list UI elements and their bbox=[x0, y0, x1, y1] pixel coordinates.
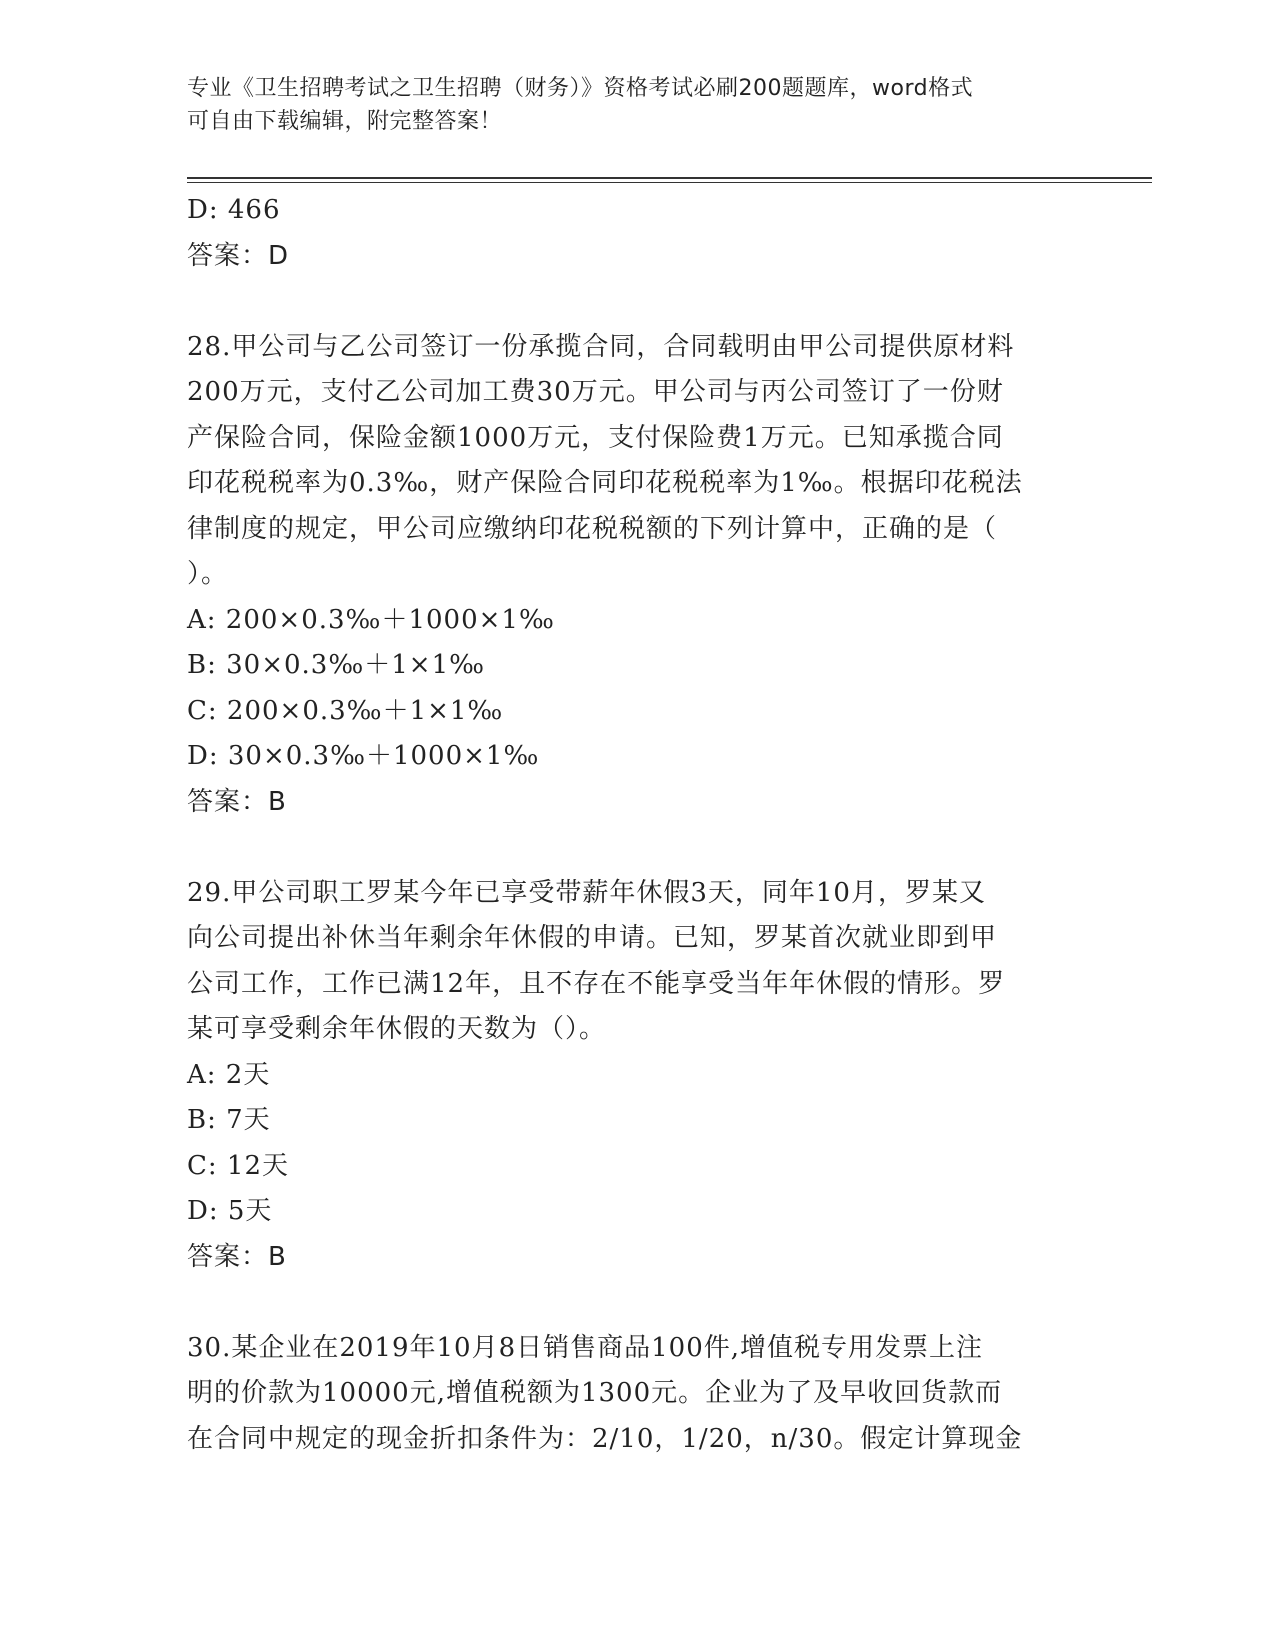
header-divider-thin bbox=[187, 182, 1152, 183]
question-30 bbox=[187, 1326, 1077, 1463]
spacer bbox=[187, 825, 1077, 871]
document-body bbox=[187, 188, 1077, 1462]
option-c: C: 200×0.3‰＋1×1‰ bbox=[187, 695, 504, 726]
header-title-line-1: 专业《卫生招聘考试之卫生招聘（财务）》资格考试必刷200题题库，word格式 bbox=[187, 76, 974, 101]
spacer bbox=[187, 1280, 1077, 1326]
question-text-line: 律制度的规定，甲公司应缴纳印花税税额的下列计算中，正确的是（ bbox=[187, 513, 998, 544]
question-28 bbox=[187, 325, 1077, 826]
question-text-line: 公司工作，工作已满12年，且不存在不能享受当年年休假的情形。罗 bbox=[187, 968, 1006, 999]
question-text-line: 某可享受剩余年休假的天数为（）。 bbox=[187, 1014, 607, 1044]
prev-question-option-d: D: 466 bbox=[187, 195, 281, 225]
option-b: B: 30×0.3‰＋1×1‰ bbox=[187, 650, 485, 680]
prev-question-answer: 答案：D bbox=[187, 240, 290, 271]
question-text-line: 200万元，支付乙公司加工费30万元。甲公司与丙公司签订了一份财 bbox=[187, 377, 1004, 407]
question-text-line: 明的价款为10000元,增值税额为1300元。企业为了及早收回货款而 bbox=[187, 1378, 1003, 1408]
question-text-line: 29.甲公司职工罗某今年已享受带薪年休假3天，同年10月，罗某又 bbox=[187, 877, 986, 908]
page-header bbox=[187, 72, 1067, 138]
header-title-line-2: 可自由下载编辑，附完整答案！ bbox=[187, 109, 503, 134]
question-text-line: ）。 bbox=[187, 559, 229, 589]
header-divider-thick bbox=[187, 177, 1152, 179]
question-text-line: 在合同中规定的现金折扣条件为：2/10，1/20，n/30。假定计算现金 bbox=[187, 1423, 1023, 1454]
answer: 答案：B bbox=[187, 1241, 287, 1272]
option-d: D: 30×0.3‰＋1000×1‰ bbox=[187, 741, 540, 771]
option-b: B: 7天 bbox=[187, 1105, 271, 1135]
question-29 bbox=[187, 871, 1077, 1281]
answer: 答案：B bbox=[187, 786, 287, 817]
question-text-line: 产保险合同，保险金额1000万元，支付保险费1万元。已知承揽合同 bbox=[187, 422, 1004, 453]
option-d: D: 5天 bbox=[187, 1196, 273, 1226]
question-text-line: 向公司提出补休当年剩余年休假的申请。已知，罗某首次就业即到甲 bbox=[187, 923, 998, 953]
option-a: A: 2天 bbox=[187, 1059, 271, 1090]
question-text-line: 印花税税率为0.3‰，财产保险合同印花税税率为1‰。根据印花税法 bbox=[187, 468, 1023, 498]
option-a: A: 200×0.3‰＋1000×1‰ bbox=[187, 604, 555, 635]
spacer bbox=[187, 279, 1077, 325]
option-c: C: 12天 bbox=[187, 1150, 290, 1181]
question-text-line: 28.甲公司与乙公司签订一份承揽合同，合同载明由甲公司提供原材料 bbox=[187, 331, 1015, 362]
question-text-line: 30.某企业在2019年10月8日销售商品100件,增值税专用发票上注 bbox=[187, 1332, 984, 1363]
